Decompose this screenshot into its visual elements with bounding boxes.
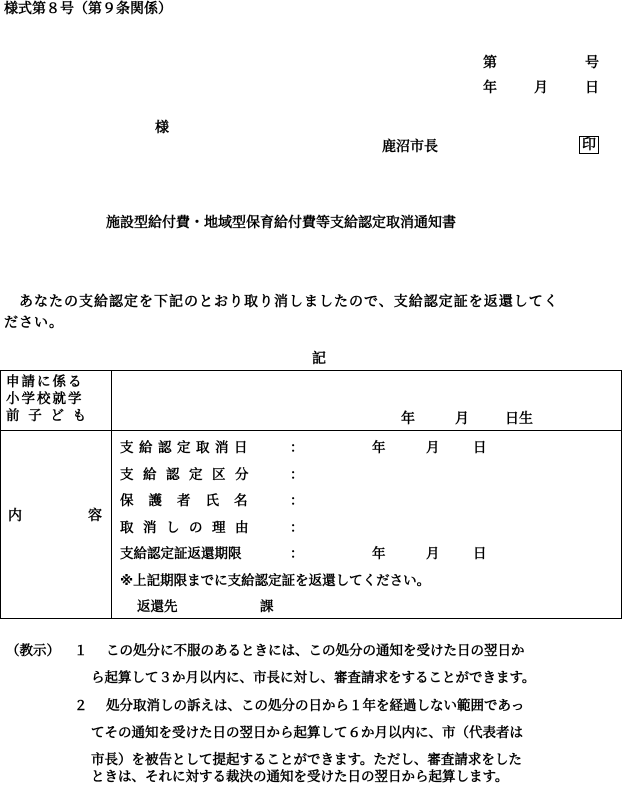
child-label-line-2: 小学校就学 bbox=[6, 391, 84, 407]
content-row bbox=[1, 431, 622, 619]
birth-month: 月 bbox=[455, 411, 469, 427]
child-label-line-1: 申請に係る bbox=[6, 374, 84, 390]
document-title: 施設型給付費・地域型保育給付費等支給認定取消通知書 bbox=[106, 215, 456, 231]
teaching-item2-line3: 市長）を被告として提起することができます。ただし、審査請求をした bbox=[91, 752, 522, 768]
row-reason bbox=[112, 512, 621, 539]
content-label-cell bbox=[1, 431, 112, 619]
row-colon: ： bbox=[290, 493, 304, 509]
content-table bbox=[0, 370, 622, 619]
child-label-line-3: 前 子 ど も bbox=[6, 408, 89, 424]
row-colon: ： bbox=[290, 440, 304, 456]
birth-year: 年 bbox=[401, 411, 415, 427]
return-to-line bbox=[112, 591, 621, 618]
doc-number-dai: 第 bbox=[483, 55, 497, 71]
teaching-item2-num: ２ bbox=[74, 698, 88, 714]
return-note: ※上記期限までに支給認定証を返還してください。 bbox=[120, 572, 431, 589]
content-value-cell bbox=[112, 431, 622, 619]
row-guardian-name bbox=[112, 485, 621, 512]
form-number: 様式第８号（第９条関係） bbox=[4, 1, 172, 17]
row-month: 月 bbox=[426, 440, 440, 456]
child-row bbox=[1, 371, 622, 431]
body-line-1: あなたの支給認定を下記のとおり取り消しましたので、支給認定証を返還してく bbox=[4, 294, 559, 310]
child-label-cell bbox=[1, 371, 112, 431]
row-category bbox=[112, 459, 621, 486]
return-to-label: 返還先 bbox=[137, 599, 178, 615]
teaching-item1-line2: ら起算して３か月以内に、市長に対し、審査請求をすることができます。 bbox=[91, 670, 536, 686]
teaching-item2-line1: 処分取消しの訴えは、この処分の日から１年を経過しない範囲であっ bbox=[106, 698, 525, 714]
row-key: 支給認定証返還期限 bbox=[120, 546, 242, 562]
row-return-deadline bbox=[112, 538, 621, 565]
birth-day-suffix: 日生 bbox=[505, 411, 533, 427]
row-month: 月 bbox=[426, 546, 440, 562]
content-label-right: 容 bbox=[88, 508, 102, 524]
row-key: 支給認定区分 bbox=[120, 466, 258, 483]
date-year: 年 bbox=[483, 80, 497, 96]
teaching-item1-num: １ bbox=[74, 643, 88, 659]
row-year: 年 bbox=[372, 440, 386, 456]
body-line-2: ださい。 bbox=[4, 315, 64, 331]
doc-number-go: 号 bbox=[585, 55, 599, 71]
return-note-line bbox=[112, 565, 621, 592]
teaching-item1-line1: この処分に不服のあるときには、この処分の通知を受けた日の翌日か bbox=[106, 643, 525, 659]
seal-mark: 印 bbox=[579, 136, 599, 154]
row-colon: ： bbox=[290, 466, 304, 483]
ki-heading: 記 bbox=[312, 351, 326, 367]
row-day: 日 bbox=[473, 546, 487, 562]
row-colon: ： bbox=[290, 546, 304, 562]
child-value-cell bbox=[112, 371, 622, 431]
teaching-item2-line2: てその通知を受けた日の翌日から起算して６か月以内に、市（代表者は bbox=[91, 725, 523, 741]
row-key: 支給認定取消日 bbox=[120, 440, 253, 456]
return-to-ka: 課 bbox=[260, 599, 274, 615]
date-month: 月 bbox=[534, 80, 548, 96]
addressee-suffix: 様 bbox=[155, 120, 169, 136]
row-key: 保護者氏名 bbox=[120, 493, 263, 509]
row-colon: ： bbox=[290, 519, 304, 536]
row-cancel-date bbox=[112, 432, 621, 459]
teaching-label: （教示） bbox=[6, 643, 60, 659]
row-key: 取消しの理由 bbox=[120, 519, 258, 536]
content-label-left: 内 bbox=[8, 508, 22, 524]
date-day: 日 bbox=[585, 80, 599, 96]
row-day: 日 bbox=[473, 440, 487, 456]
row-year: 年 bbox=[372, 546, 386, 562]
issuer: 鹿沼市長 bbox=[382, 139, 438, 155]
teaching-item2-line4: ときは、それに対する裁決の通知を受けた日の翌日から起算します。 bbox=[91, 769, 509, 785]
